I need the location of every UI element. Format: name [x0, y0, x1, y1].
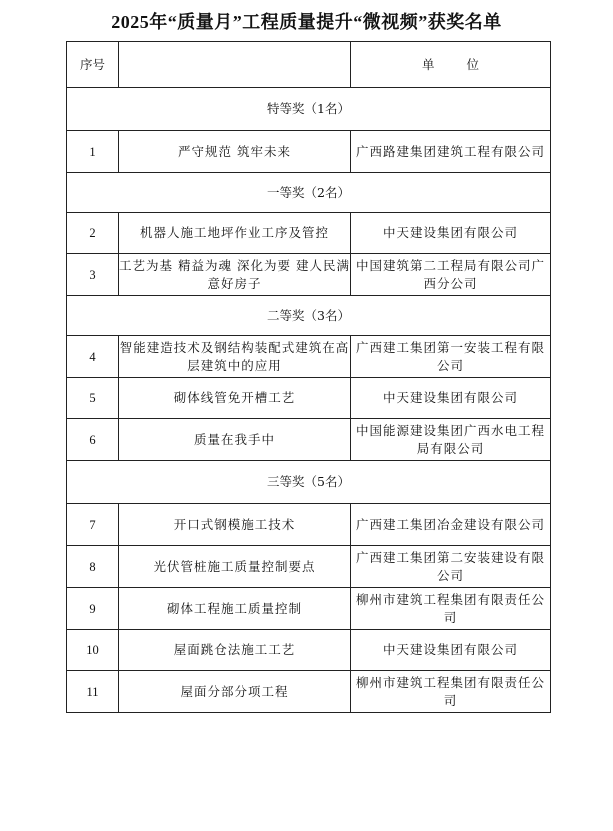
table-row [67, 588, 551, 630]
row-unit: 中国建筑第二工程局有限公司广西分公司 [351, 254, 551, 296]
row-no: 10 [67, 630, 119, 671]
row-unit: 中天建设集团有限公司 [351, 630, 551, 671]
header-project [119, 42, 351, 88]
row-project: 开口式钢模施工技术 [119, 504, 351, 546]
row-no: 6 [67, 419, 119, 461]
row-unit: 广西路建集团建筑工程有限公司 [351, 131, 551, 173]
page-title: 2025年“质量月”工程质量提升“微视频”获奖名单 [111, 12, 502, 32]
section-row-special [67, 88, 551, 131]
row-unit: 广西建工集团冶金建设有限公司 [351, 504, 551, 546]
table-row [67, 630, 551, 671]
row-no: 5 [67, 378, 119, 419]
row-no: 11 [67, 671, 119, 713]
row-project: 工艺为基 精益为魂 深化为要 建人民满意好房子 [119, 254, 351, 296]
row-no: 4 [67, 336, 119, 378]
table-header-row [67, 42, 551, 88]
table-row [67, 213, 551, 254]
row-unit: 柳州市建筑工程集团有限责任公司 [351, 588, 551, 630]
row-project: 光伏管桩施工质量控制要点 [119, 546, 351, 588]
section-label: 特等奖（1名） [67, 88, 551, 131]
table-row [67, 254, 551, 296]
row-project: 屋面分部分项工程 [119, 671, 351, 713]
row-project: 砌体工程施工质量控制 [119, 588, 351, 630]
row-project: 严守规范 筑牢未来 [119, 131, 351, 173]
table-row [67, 671, 551, 713]
row-no: 9 [67, 588, 119, 630]
row-no: 8 [67, 546, 119, 588]
table-row [67, 419, 551, 461]
section-row-first [67, 173, 551, 213]
row-no: 3 [67, 254, 119, 296]
row-unit: 广西建工集团第一安装工程有限公司 [351, 336, 551, 378]
section-label: 一等奖（2名） [67, 173, 551, 213]
row-project: 屋面跳仓法施工工艺 [119, 630, 351, 671]
table-row [67, 546, 551, 588]
section-row-third [67, 461, 551, 504]
section-label: 二等奖（3名） [67, 296, 551, 336]
row-no: 2 [67, 213, 119, 254]
row-unit: 广西建工集团第二安装建设有限公司 [351, 546, 551, 588]
row-project: 质量在我手中 [119, 419, 351, 461]
row-project: 智能建造技术及钢结构装配式建筑在高层建筑中的应用 [119, 336, 351, 378]
table-row [67, 378, 551, 419]
row-unit: 中天建设集团有限公司 [351, 213, 551, 254]
row-unit: 中天建设集团有限公司 [351, 378, 551, 419]
row-no: 7 [67, 504, 119, 546]
row-no: 1 [67, 131, 119, 173]
row-project: 砌体线管免开槽工艺 [119, 378, 351, 419]
award-list-table [66, 41, 551, 713]
table-row [67, 336, 551, 378]
section-label: 三等奖（5名） [67, 461, 551, 504]
row-unit: 柳州市建筑工程集团有限责任公司 [351, 671, 551, 713]
table-row [67, 131, 551, 173]
row-unit: 中国能源建设集团广西水电工程局有限公司 [351, 419, 551, 461]
header-no: 序号 [67, 42, 119, 88]
header-unit: 单 位 [351, 42, 551, 88]
table-row [67, 504, 551, 546]
section-row-second [67, 296, 551, 336]
row-project: 机器人施工地坪作业工序及管控 [119, 213, 351, 254]
